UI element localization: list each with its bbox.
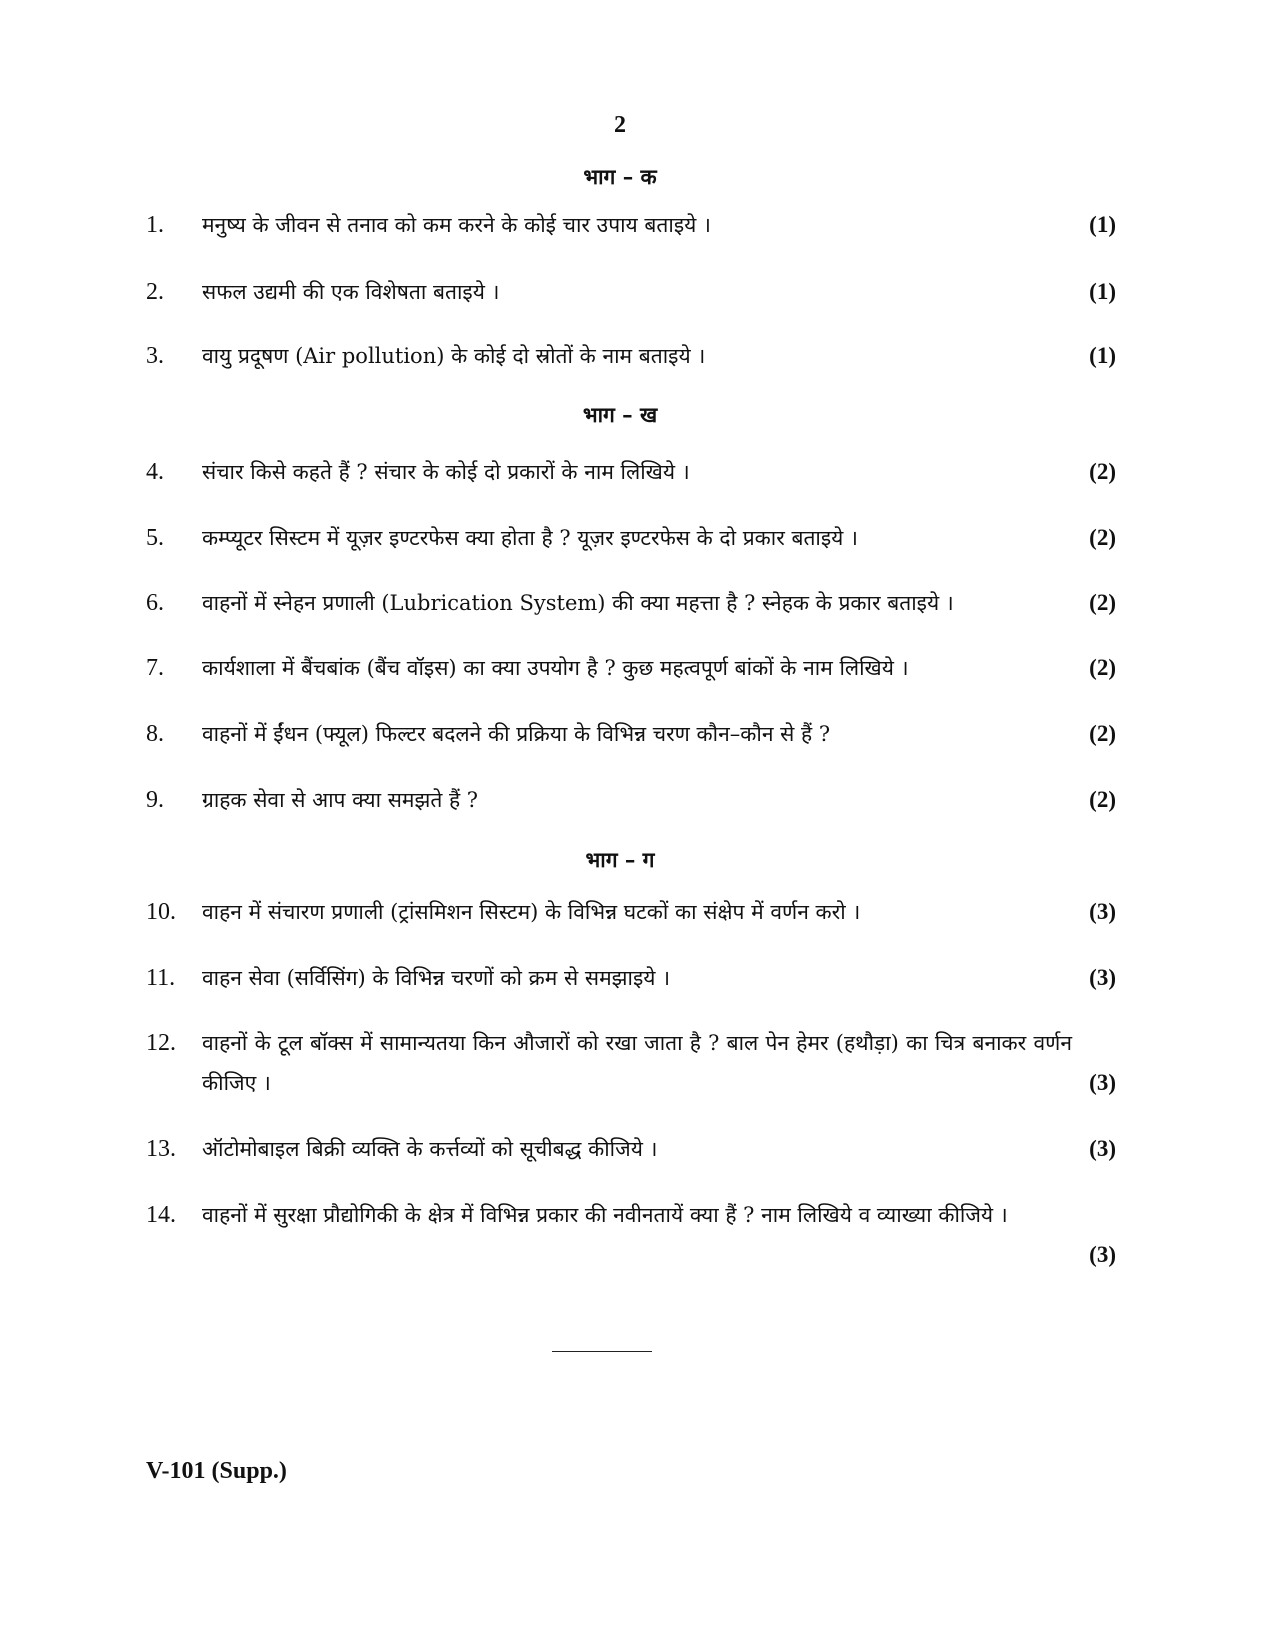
section-heading-b: भाग – ख	[582, 402, 658, 427]
question-number: 2.	[146, 279, 164, 305]
question-number: 5.	[146, 525, 164, 551]
question-text: संचार किसे कहते हैं ? संचार के कोई दो प्रकारों के नाम लिखिये ।	[202, 460, 690, 484]
question-number: 3.	[146, 343, 164, 369]
question-text: कार्यशाला में बैंचबांक (बैंच वॉइस) का क्या उपयोग है ? कुछ महत्वपूर्ण बांकों के नाम लिखिये ।	[202, 656, 909, 680]
question-marks: (3)	[1089, 1242, 1116, 1267]
question-marks: (2)	[1089, 459, 1116, 484]
question-text: वाहन सेवा (सर्विसिंग) के विभिन्न चरणों को क्रम से समझाइये ।	[202, 966, 671, 990]
question-marks: (2)	[1089, 655, 1116, 680]
end-rule	[552, 1351, 652, 1352]
question-number: 13.	[146, 1136, 176, 1162]
question-marks: (1)	[1089, 279, 1116, 304]
paper-code: V-101 (Supp.)	[146, 1458, 287, 1484]
question-number: 9.	[146, 787, 164, 813]
page-number: 2	[614, 112, 626, 138]
question-marks: (3)	[1089, 1136, 1116, 1161]
question-text: कम्प्यूटर सिस्टम में यूज़र इण्टरफेस क्या होता है ? यूज़र इण्टरफेस के दो प्रकार बताइये ।	[202, 526, 858, 550]
question-marks: (3)	[1089, 899, 1116, 924]
question-number: 14.	[146, 1202, 176, 1228]
question-marks: (2)	[1089, 525, 1116, 550]
question-text: सफल उद्यमी की एक विशेषता बताइये ।	[202, 280, 500, 304]
question-text: वाहनों में सुरक्षा प्रौद्योगिकी के क्षेत्र में विभिन्न प्रकार की नवीनतायें क्या हैं ? नाम लिखिये व व्याख्या कीजिये ।	[202, 1203, 1008, 1227]
question-text: वाहनों में स्नेहन प्रणाली (Lubrication System) की क्या महत्ता है ? स्नेहक के प्रकार बताइये ।	[202, 591, 954, 615]
question-marks: (1)	[1089, 343, 1116, 368]
question-number: 12.	[146, 1030, 176, 1056]
question-number: 6.	[146, 590, 164, 616]
question-text: ग्राहक सेवा से आप क्या समझते हैं ?	[202, 788, 479, 812]
section-heading-c: भाग – ग	[585, 847, 655, 872]
question-text: वाहनों के टूल बॉक्स में सामान्यतया किन औजारों को रखा जाता है ? बाल पेन हेमर (हथौड़ा) का चित्र बनाकर वर्णन कीजिए ।	[202, 1031, 1072, 1095]
question-marks: (2)	[1089, 590, 1116, 615]
question-marks: (2)	[1089, 721, 1116, 746]
question-marks: (1)	[1089, 212, 1116, 237]
section-heading-a: भाग – क	[583, 164, 657, 189]
question-text: वाहनों में ईंधन (फ्यूल) फिल्टर बदलने की प्रक्रिया के विभिन्न चरण कौन–कौन से हैं ?	[202, 722, 831, 746]
question-marks: (2)	[1089, 787, 1116, 812]
question-text: वायु प्रदूषण (Air pollution) के कोई दो स्रोतों के नाम बताइये ।	[202, 344, 706, 368]
question-number: 10.	[146, 899, 176, 925]
question-number: 11.	[146, 965, 176, 991]
question-text: मनुष्य के जीवन से तनाव को कम करने के कोई चार उपाय बताइये ।	[202, 213, 711, 237]
question-number: 7.	[146, 655, 164, 681]
question-marks: (3)	[1089, 965, 1116, 990]
question-text: ऑटोमोबाइल बिक्री व्यक्ति के कर्त्तव्यों को सूचीबद्ध कीजिये ।	[202, 1137, 658, 1161]
question-marks: (3)	[1089, 1070, 1116, 1095]
question-number: 1.	[146, 212, 164, 238]
question-number: 4.	[146, 459, 164, 485]
question-text: वाहन में संचारण प्रणाली (ट्रांसमिशन सिस्टम) के विभिन्न घटकों का संक्षेप में वर्णन करो ।	[202, 900, 861, 924]
question-number: 8.	[146, 721, 164, 747]
